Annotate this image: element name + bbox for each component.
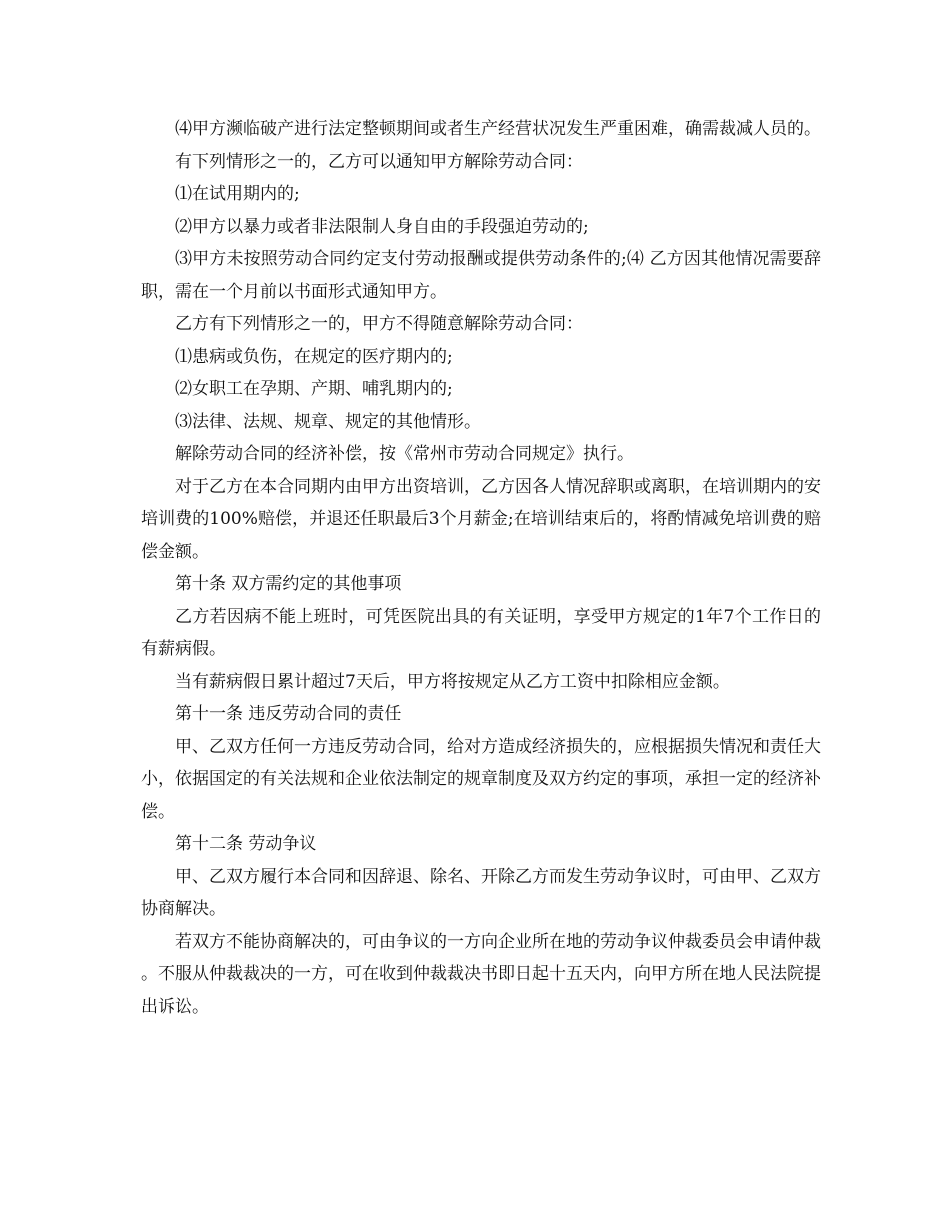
sick-leave-deduction-paragraph: 当有薪病假日累计超过7天后，甲方将按规定从乙方工资中扣除相应金额。	[175, 671, 730, 692]
employer-restriction-item-3: ⑶法律、法规、规章、规定的其他情形。	[175, 411, 481, 432]
sick-leave-paragraph: 乙方若因病不能上班时，可凭医院出具的有关证明，享受甲方规定的1年7个工作日的有薪病假。	[141, 606, 821, 659]
employee-termination-item-3-4: ⑶甲方未按照劳动合同约定支付劳动报酬或提供劳动条件的;⑷ 乙方因其他情况需要辞职，需在一个月前以书面形式通知甲方。	[141, 249, 821, 302]
dispute-arbitration-paragraph: 若双方不能协商解决的，可由争议的一方向企业所在地的劳动争议仲裁委员会申请仲裁。不服从仲裁裁决的一方，可在收到仲裁裁决书即日起十五天内，向甲方所在地人民法院提出诉讼。	[141, 931, 821, 1017]
document-body	[141, 113, 821, 1023]
clause-item-4-bankruptcy: ⑷甲方濒临破产进行法定整顿期间或者生产经营状况发生严重困难，确需裁减人员的。	[175, 119, 821, 139]
article-11-heading: 第十一条 违反劳动合同的责任	[175, 704, 402, 724]
article-10-heading: 第十条 双方需约定的其他事项	[175, 574, 402, 594]
employer-restriction-item-2: ⑵女职工在孕期、产期、哺乳期内的;	[175, 379, 453, 399]
employee-termination-intro: 有下列情形之一的，乙方可以通知甲方解除劳动合同：	[175, 151, 583, 172]
training-cost-paragraph: 对于乙方在本合同期内由甲方出资培训，乙方因各人情况辞职或离职，在培训期内的安培训费的100%赔偿，并退还任职最后3个月薪金;在培训结束后的，将酌情减免培训费的赔偿金额。	[141, 476, 821, 562]
employee-termination-item-1: ⑴在试用期内的;	[175, 184, 300, 204]
breach-liability-paragraph: 甲、乙双方任何一方违反劳动合同，给对方造成经济损失的，应根据损失情况和责任大小，依据国定的有关法规和企业依法制定的规章制度及双方约定的事项，承担一定的经济补偿。	[141, 736, 821, 822]
article-12-heading: 第十二条 劳动争议	[175, 834, 317, 854]
employer-restriction-intro: 乙方有下列情形之一的，甲方不得随意解除劳动合同：	[175, 314, 583, 334]
economic-compensation-paragraph: 解除劳动合同的经济补偿，按《常州市劳动合同规定》执行。	[175, 444, 634, 464]
employer-restriction-item-1: ⑴患病或负伤，在规定的医疗期内的;	[175, 346, 453, 367]
employee-termination-item-2: ⑵甲方以暴力或者非法限制人身自由的手段强迫劳动的;	[175, 216, 589, 237]
dispute-negotiation-paragraph: 甲、乙双方履行本合同和因辞退、除名、开除乙方而发生劳动争议时，可由甲、乙双方协商解决。	[141, 866, 821, 919]
